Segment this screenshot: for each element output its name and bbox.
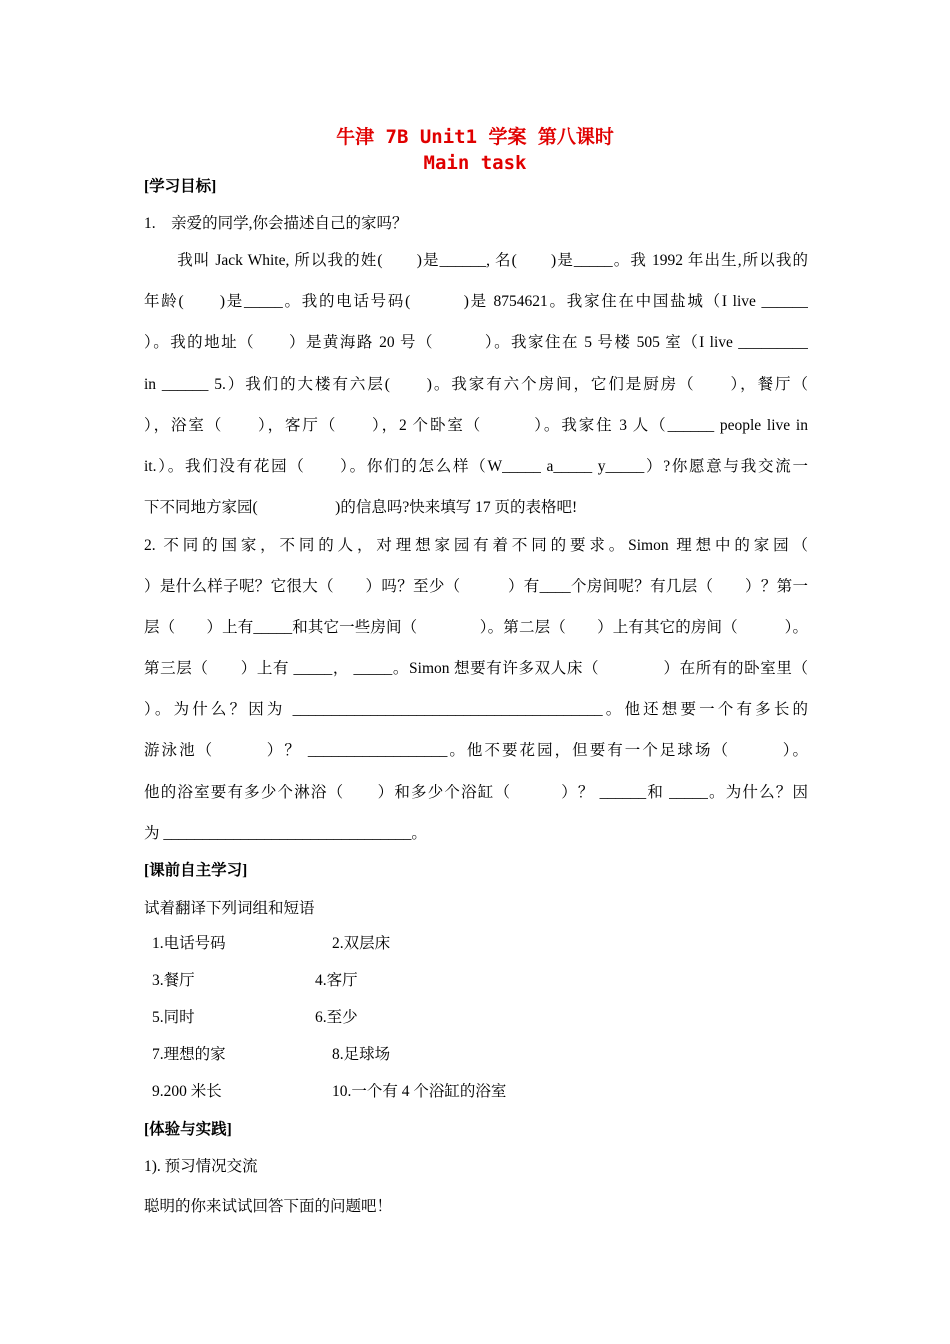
phrase-item: 3.餐厅 (152, 972, 195, 989)
paragraph-line: 下不同地方家园( )的信息吗?快来填写 17 页的表格吧! (144, 499, 578, 516)
paragraph-line: ），浴室（ ），客厅（ ），2 个卧室（ ）。我家住 3 人（______ people live in (144, 417, 808, 434)
paragraph-line: in ______ 5.）我们的大楼有六层( )。我家有六个房间，它们是厨房（ ），餐厅（ (144, 376, 808, 393)
paragraph-line: 1. 亲爱的同学,你会描述自己的家吗？ (144, 215, 408, 232)
paragraph-line: it.）。我们没有花园（ ）。你们的怎么样（W_____ a_____ y_____）?你愿意与我交流一 (144, 458, 808, 475)
paragraph-line: 2. 不同的国家，不同的人，对理想家园有着不同的要求。Simon 理想中的家园（ (144, 537, 808, 554)
phrase-item: 4.客厅 (315, 972, 358, 989)
pre-study-intro: 试着翻译下列词组和短语 (144, 900, 315, 917)
phrase-item: 10.一个有 4 个浴缸的浴室 (332, 1083, 507, 1100)
paragraph-line: 第三层（ ）上有 _____， _____。Simon 想要有许多双人床（ ）在所有的卧室里（ (144, 660, 808, 677)
paragraph-line: 为 ________________________________。 (144, 825, 427, 842)
paragraph-line: ）。为什么？因为 ________________________________________。他还想要一个有多长的 (144, 701, 808, 718)
phrase-item: 5.同时 (152, 1009, 195, 1026)
paragraph-line: ）是什么样子呢？它很大（ ）吗？至少（ ）有____个房间呢？有几层（ ）？第一 (144, 578, 808, 595)
paragraph-line: 层（ ）上有_____和其它一些房间（ ）。第二层（ ）上有其它的房间（ ）。 (144, 619, 808, 636)
phrase-item: 8.足球场 (332, 1046, 391, 1063)
paragraph-line: 他的浴室要有多少个淋浴（ ）和多少个浴缸（ ）？ ______和 _____。为什么？因 (144, 784, 808, 801)
section-heading-goals: [学习目标] (144, 178, 217, 195)
paragraph-line: 我叫 Jack White, 所以我的姓( )是______, 名( )是_____。我 1992 年出生,所以我的 (144, 252, 808, 269)
phrase-item: 2.双层床 (332, 935, 391, 952)
section-heading-pre-study: [课前自主学习] (144, 862, 248, 879)
phrase-item: 7.理想的家 (152, 1046, 226, 1063)
page-subtitle: Main task (423, 152, 527, 174)
practice-item: 1). 预习情况交流 (144, 1158, 258, 1175)
page-title: 牛津 7B Unit1 学案 第八课时 (336, 126, 614, 148)
phrase-item: 1.电话号码 (152, 935, 226, 952)
phrase-item: 9.200 米长 (152, 1083, 222, 1100)
phrase-item: 6.至少 (315, 1009, 358, 1026)
section-heading-practice: [体验与实践] (144, 1121, 232, 1138)
paragraph-line: 年龄( )是_____。我的电话号码( )是 8754621。我家住在中国盐城（I live ______ (144, 293, 808, 310)
paragraph-line: ）。我的地址（ ）是黄海路 20 号（ ）。我家住在 5 号楼 505 室（I live _________ (144, 334, 808, 351)
paragraph-line: 游泳池（ ）？ __________________。他不要花园，但要有一个足球场（ ）。 (144, 742, 808, 759)
practice-prompt: 聪明的你来试试回答下面的问题吧！ (144, 1198, 393, 1215)
